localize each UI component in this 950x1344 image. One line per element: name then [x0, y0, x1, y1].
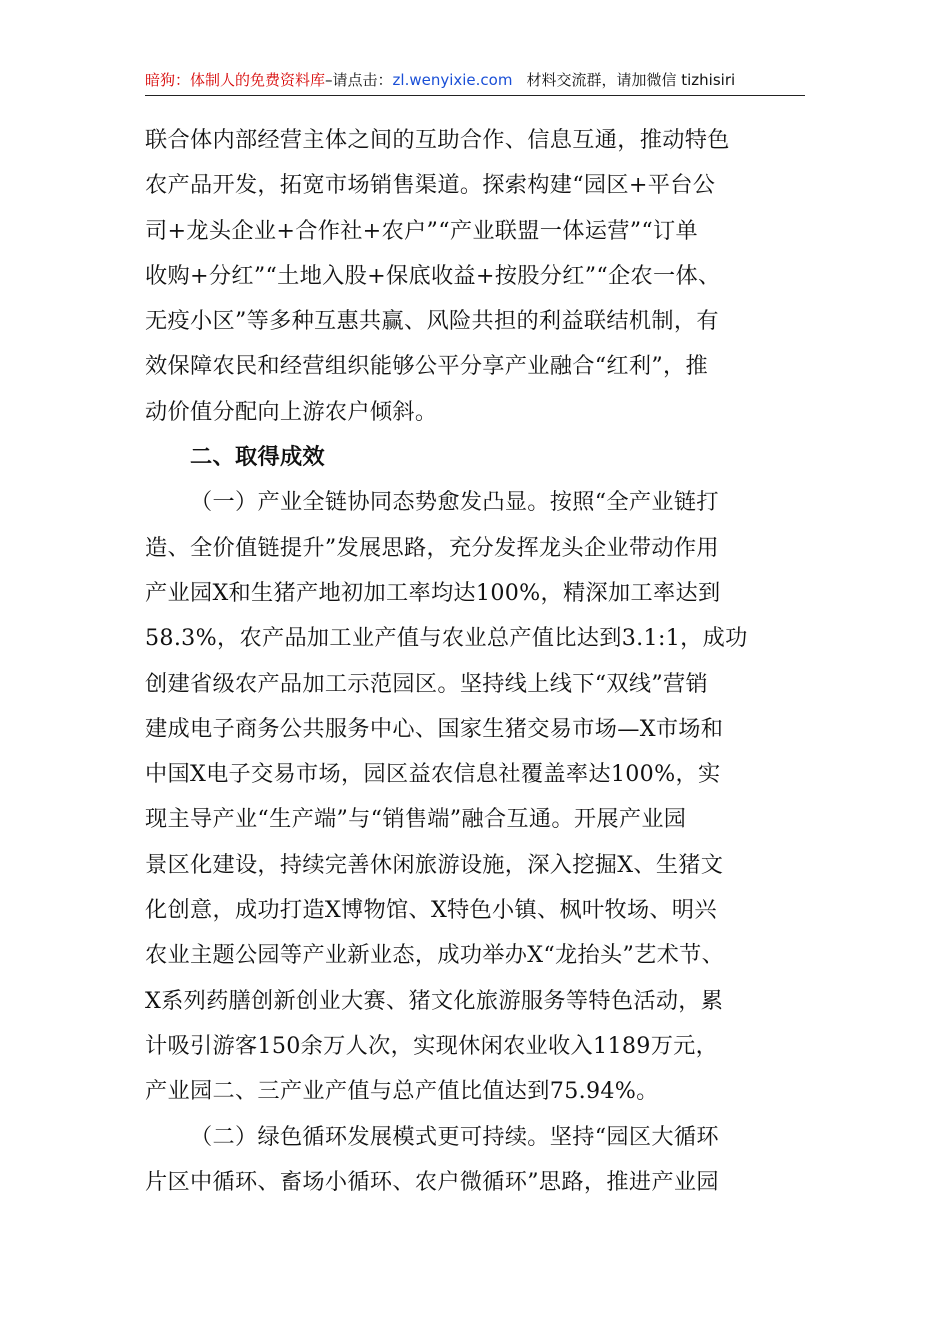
body-line: 现主导产业“生产端”与“销售端”融合互通。开展产业园	[145, 806, 687, 833]
section-heading: 二、取得成效	[190, 444, 325, 471]
header-wechat-note: 材料交流群，请加微信 tizhisiri	[526, 71, 736, 89]
body-line: 创建省级农产品加工示范园区。坚持线上线下“双线”营销	[145, 670, 708, 697]
body-line: 农产品开发，拓宽市场销售渠道。探索构建“园区+平台公	[145, 172, 716, 199]
body-line: 计吸引游客150余万人次，实现休闲农业收入1189万元，	[145, 1032, 719, 1059]
body-line: 联合体内部经营主体之间的互助合作、信息互通，推动特色	[145, 127, 730, 153]
header-site-name: 暗狗：体制人的免费资料库	[145, 71, 326, 89]
body-line: 无疫小区”等多种互惠共赢、风险共担的利益联结机制，有	[145, 308, 719, 335]
body-line: 效保障农民和经营组织能够公平分享产业融合“红利”，推	[145, 353, 708, 380]
header-divider	[145, 95, 805, 96]
body-line: 景区化建设，持续完善休闲旅游设施，深入挖掘X、生猪文	[145, 851, 724, 878]
body-line: X系列药膳创新创业大赛、猪文化旅游服务等特色活动，累	[145, 987, 724, 1014]
header-url-link[interactable]: zl.wenyixie.com	[392, 71, 513, 89]
body-line: 造、全价值链提升”发展思路，充分发挥龙头企业带动作用	[145, 534, 719, 561]
body-line: 化创意，成功打造X博物馆、X特色小镇、枫叶牧场、明兴	[145, 897, 717, 924]
body-line: 产业园X和生猪产地初加工率均达100%，精深加工率达到	[145, 579, 721, 606]
body-line: 58.3%，农产品加工业产值与农业总产值比达到3.1:1，成功	[145, 625, 748, 652]
body-line: 农业主题公园等产业新业态，成功举办X“龙抬头”艺术节、	[145, 942, 725, 969]
body-line: 动价值分配向上游农户倾斜。	[145, 398, 438, 425]
document-body	[145, 118, 805, 1205]
header-click-prompt: –请点击：	[325, 71, 393, 89]
body-line: 建成电子商务公共服务中心、国家生猪交易市场—X市场和	[145, 715, 724, 742]
body-line: 司+龙头企业+合作社+农户”“产业联盟一体运营”“订单	[145, 217, 698, 244]
body-line: 产业园二、三产业产值与总产值比值达到75.94%。	[145, 1078, 659, 1105]
body-line: 收购+分红”“土地入股+保底收益+按股分红”“企农一体、	[145, 262, 721, 289]
page-header	[145, 68, 805, 94]
body-line: 中国X电子交易市场，园区益农信息社覆盖率达100%，实	[145, 761, 721, 788]
body-line: 片区中循环、畜场小循环、农户微循环”思路，推进产业园	[145, 1168, 719, 1195]
subsection-lead-line: （二）绿色循环发展模式更可持续。坚持“园区大循环	[190, 1123, 719, 1150]
subsection-lead-line: （一）产业全链协同态势愈发凸显。按照“全产业链打	[190, 489, 719, 516]
